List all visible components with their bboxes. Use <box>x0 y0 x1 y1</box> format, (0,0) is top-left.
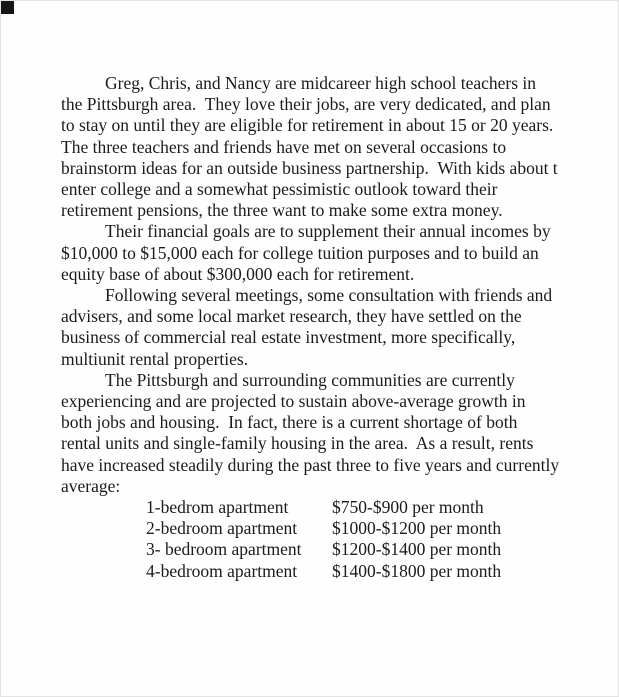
rate-unit: 1-bedrom apartment <box>146 497 289 518</box>
rental-rates-table <box>146 497 560 582</box>
rate-unit: 2-bedroom apartment <box>146 518 298 539</box>
rate-unit: 4-bedroom apartment <box>146 560 298 581</box>
rate-unit: 3- bedroom apartment <box>146 539 302 560</box>
paragraph-business-choice: Following several meetings, some consultation with friends and advisers, and some local market research, they have settled on the business of commercial real estate investment, more specifically, multiunit rental properties. <box>61 285 557 369</box>
rate-value: $1000-$1200 per month <box>332 518 502 539</box>
rate-value: $750-$900 per month <box>332 497 484 518</box>
scan-artifact <box>1 1 14 14</box>
paragraph-intro: Greg, Chris, and Nancy are midcareer high school teachers in the Pittsburgh area. They love their jobs, are very dedicated, and plan to stay on until they are eligible for retirement in about 15 or 20 years. The three teachers and friends have met on several occasions to brainstorm ideas for an outside business partnership. With kids about t enter college and a somewhat pessimistic outlook toward their retirement pensions, the three want to make some extra money. <box>61 73 563 221</box>
paragraph-financial-goals: Their financial goals are to supplement their annual incomes by $10,000 to $15,000 each for college tuition purposes and to build an equity base of about $300,000 each for retirement. <box>61 221 555 284</box>
paragraph-market-conditions: The Pittsburgh and surrounding communities are currently experiencing and are projected to sustain above-average growth in both jobs and housing. In fact, there is a current shortage of both rental units and single-family housing in the area. As a result, rents have increased steadily during the past three to five years and currently average: <box>61 369 564 496</box>
rate-value: $1400-$1800 per month <box>332 560 502 581</box>
rate-value: $1200-$1400 per month <box>332 539 502 560</box>
